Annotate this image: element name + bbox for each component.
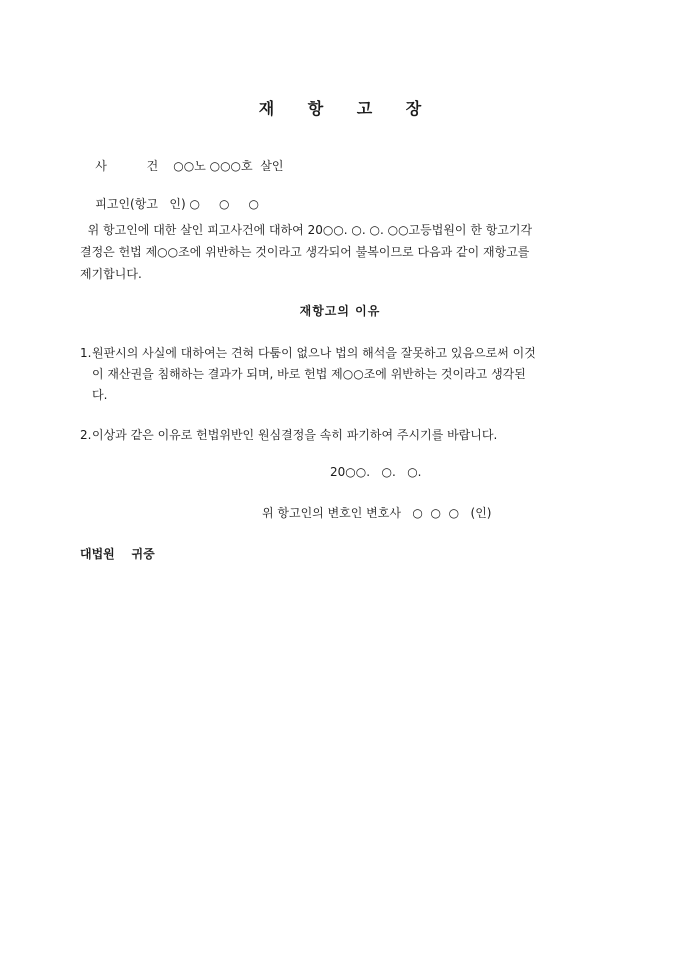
signer-line: 위 항고인의 변호인 변호사 ○ ○ ○ (인) [262, 506, 492, 520]
case-label: 사 건 [95, 159, 177, 173]
reason-line: 다. [92, 388, 108, 402]
reason-line: 이상과 같은 이유로 헌법위반인 원심결정을 속히 파기하여 주시기를 바랍니다. [92, 428, 498, 442]
body-line: 위 항고인에 대한 살인 피고사건에 대하여 20○○. ○. ○. ○○고등법원이 한 항고기각 [80, 223, 533, 237]
case-value: ○○노 ○○○호 살인 [173, 159, 284, 173]
reason-item-2 [80, 425, 610, 446]
defendant-label: 피고인(항고 인) [95, 197, 186, 211]
addressee-court: 대법원 귀중 [80, 547, 155, 561]
reason-item-1 [80, 343, 610, 406]
body-line: 제기합니다. [80, 267, 142, 281]
document-title: 재 항 고 장 [258, 99, 436, 118]
defendant-value: ○ ○ ○ [189, 197, 260, 211]
reason-line: 이 재산권을 침해하는 결과가 되며, 바로 헌법 제○○조에 위반하는 것이라고 생각된 [92, 367, 526, 381]
body-line: 결정은 헌법 제○○조에 위반하는 것이라고 생각되어 불복이므로 다음과 같이 재항고를 [80, 245, 530, 259]
reason-line: 원판시의 사실에 대하여는 견혀 다툼이 없으나 법의 해석을 잘못하고 있음으로써 이것 [92, 346, 536, 360]
reason-number: 2. [80, 428, 92, 442]
reason-number: 1. [80, 346, 92, 360]
body-paragraph [80, 219, 600, 285]
reasons-heading: 재항고의 이유 [299, 304, 381, 318]
filing-date: 20○○. ○. ○. [330, 465, 422, 479]
